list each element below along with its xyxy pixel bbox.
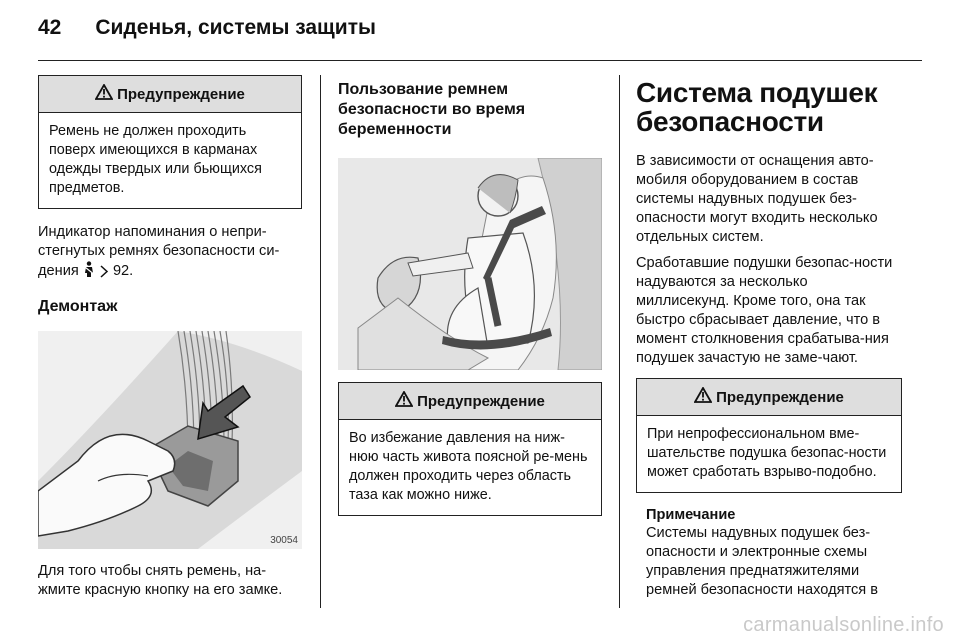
airbag-paragraph-1: В зависимости от оснащения авто-мобиля оборудованием в состав системы надувных подушек без-опасности могут входить несколько отдельных систем. [636, 153, 878, 245]
section-heading-airbags: Система подушек безопасности [636, 77, 878, 137]
header-divider [38, 60, 922, 61]
warning-header [339, 383, 601, 420]
column-divider-2 [619, 75, 620, 608]
warning-box [38, 75, 302, 209]
warning-box [636, 378, 902, 493]
warning-text: Во избежание давления на ниж-нюю часть живота поясной ре-мень должен проходить через область таза как можно ниже. [349, 430, 588, 503]
warning-header [637, 379, 901, 416]
warning-text: При непрофессиональном вме-шательстве подушка безопас-ности может сработать взрыво-подобно. [647, 426, 887, 480]
page-title: Сиденья, системы защиты [95, 16, 376, 39]
image-caption: Для того чтобы снять ремень, на-жмите красную кнопку на его замке. [38, 563, 283, 598]
seatbelt-reminder-icon [83, 261, 95, 284]
note-title: Примечание [646, 507, 736, 523]
column-divider-1 [320, 75, 321, 608]
warning-header [39, 76, 301, 113]
pregnant-seatbelt-image [338, 158, 602, 370]
note-text: Системы надувных подушек без-опасности и электронные схемы управления преднатяжителями ремней безопасности находятся в [646, 525, 879, 598]
column-2 [338, 75, 602, 516]
page-header [38, 16, 376, 46]
warning-title: Предупреждение [417, 392, 545, 410]
note-block [646, 506, 902, 600]
page-reference-icon [99, 265, 109, 284]
warning-triangle-icon [395, 391, 413, 411]
airbag-paragraph-2: Сработавшие подушки безопас-ности надуваются за несколько миллисекунд. Кроме того, она так быстро сбрасывает давление, что в момент столкновения срабатыва-ния подушек зачастую не заме-чают. [636, 255, 893, 366]
warning-title: Предупреждение [716, 388, 844, 406]
buckle-release-image [38, 331, 302, 549]
reminder-paragraph [38, 223, 302, 284]
warning-triangle-icon [694, 387, 712, 407]
column-3 [636, 75, 902, 600]
warning-text: Ремень не должен проходить поверх имеющихся в карманах одежды твердых или бьющихся предметов. [49, 123, 262, 196]
warning-box [338, 382, 602, 516]
reminder-text: Индикатор напоминания о непри-стегнутых ремнях безопасности си-дения [38, 224, 280, 279]
warning-title: Предупреждение [117, 85, 245, 103]
watermark: carmanualsonline.info [743, 614, 944, 636]
section-heading-removal: Демонтаж [38, 298, 118, 315]
reminder-page-ref: 92. [112, 263, 134, 279]
warning-triangle-icon [95, 84, 113, 104]
page-number: 42 [38, 16, 62, 39]
section-heading-pregnancy: Пользование ремнем безопасности во время беременности [338, 81, 526, 138]
column-1 [38, 75, 302, 600]
image-code: 30054 [270, 535, 298, 546]
